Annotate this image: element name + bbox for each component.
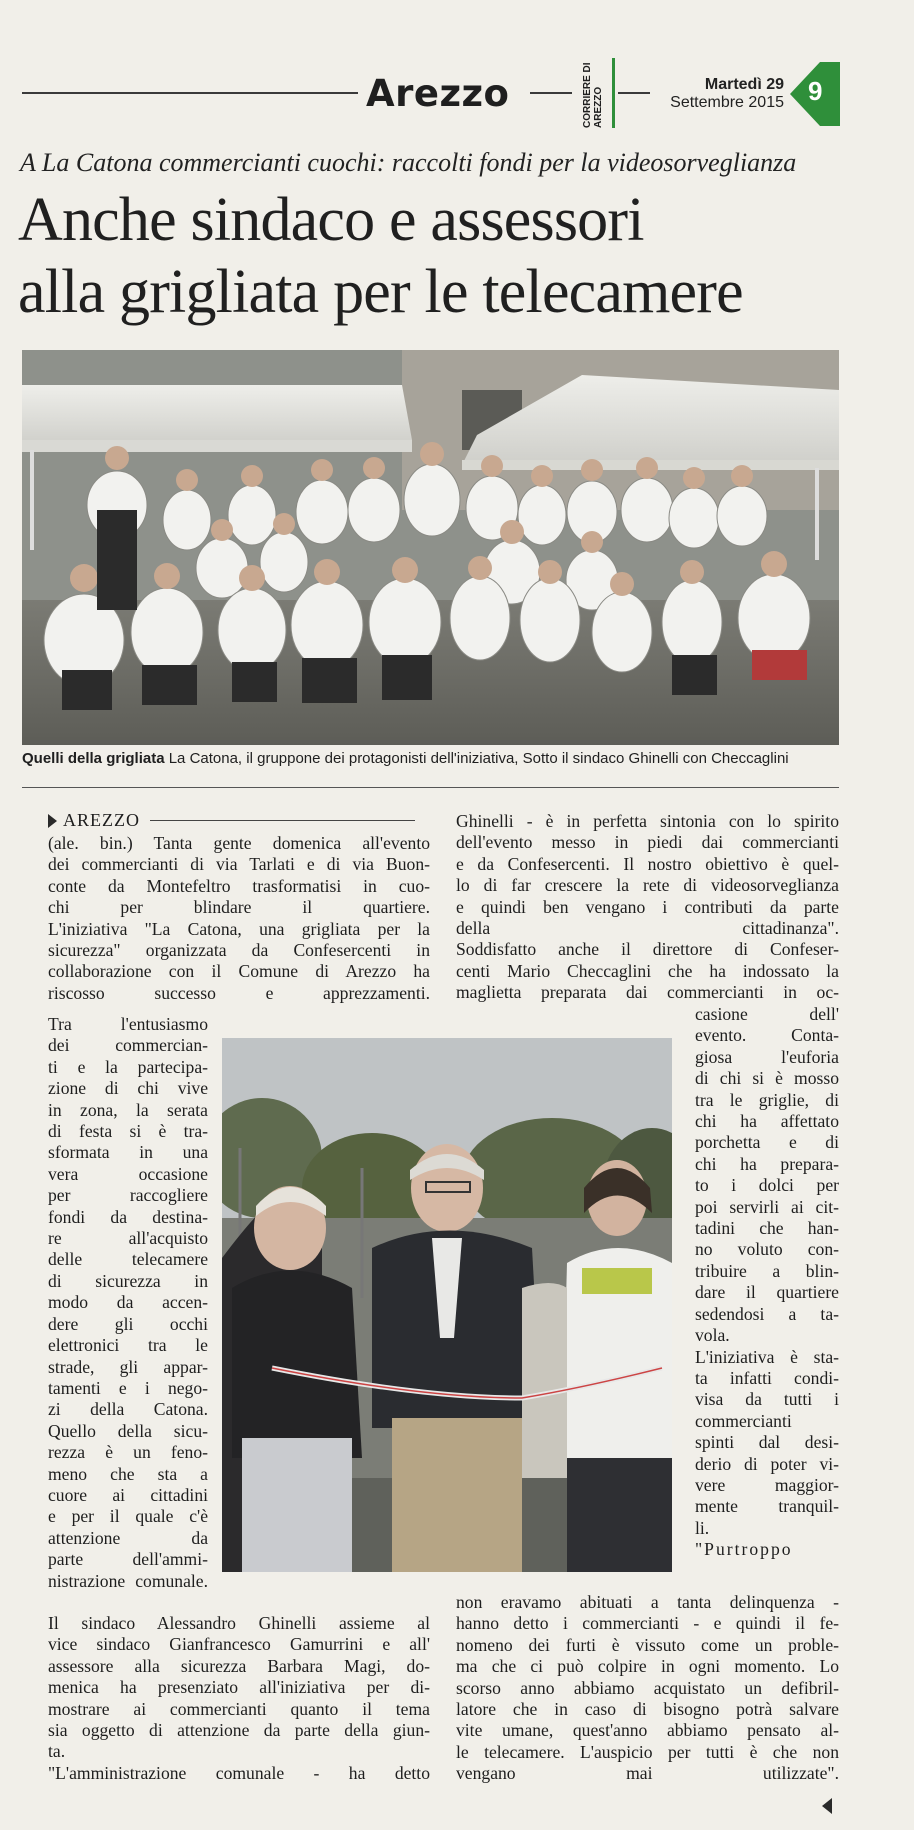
text-line: ti e la partecipa- xyxy=(48,1056,208,1077)
text-line: dei commercian- xyxy=(48,1035,208,1056)
text-line: dere gli occhi xyxy=(48,1313,208,1334)
text-line: strade, gli appar- xyxy=(48,1356,208,1377)
text-line: della cittadinanza". xyxy=(456,918,839,939)
col1-narrow-text xyxy=(48,1014,208,1592)
text-line: ta infatti condi- xyxy=(695,1367,839,1388)
col1-bottom-text xyxy=(48,1613,430,1784)
header-rule-mid xyxy=(530,92,572,94)
text-line: non eravamo abituati a tanta delinquenza - xyxy=(456,1592,839,1612)
text-line: in zona, la serata xyxy=(48,1099,208,1120)
text-line: spinti dal desi- xyxy=(695,1432,839,1453)
dateline-rule xyxy=(150,820,415,821)
text-line: commercianti xyxy=(695,1410,792,1431)
text-line: evento. Conta- xyxy=(695,1025,839,1046)
text-line: di chi si è mosso xyxy=(695,1068,839,1089)
text-line: Quello della sicu- xyxy=(48,1420,208,1441)
text-line: conte da Montefeltro trasformatisi in cuo- xyxy=(48,875,430,896)
text-line: latore che in caso di bisogno potrà salvare xyxy=(456,1699,839,1720)
caption-text: La Catona, il gruppone dei protagonisti dell'iniziativa, Sotto il sindaco Ghinelli con Checcaglini xyxy=(164,750,789,767)
text-line: sicurezza" organizzata da Confesercenti in xyxy=(48,940,430,961)
article-kicker: A La Catona commercianti cuochi: raccolti fondi per la videosorveglianza xyxy=(20,148,797,177)
text-line: vere maggior- xyxy=(695,1474,839,1495)
issue-month-year: Settembre 2015 xyxy=(670,94,784,111)
text-line: e per il quale c'è xyxy=(48,1506,208,1527)
text-line: di sicurezza in xyxy=(48,1270,208,1291)
text-line: dei commercianti di via Tarlati e di via Buon- xyxy=(48,854,430,875)
newspaper-logo: CORRIERE DI AREZZO xyxy=(574,58,615,128)
text-line: L'iniziativa "La Catona, una grigliata per la xyxy=(48,918,430,939)
text-line: casione dell' xyxy=(695,1004,839,1024)
text-line: menica ha presenziato all'iniziativa per di- xyxy=(48,1677,430,1698)
text-line: no voluto con- xyxy=(695,1239,839,1260)
text-line: di festa si è tra- xyxy=(48,1121,208,1142)
col1-top-text xyxy=(48,833,430,1004)
text-line: vengano mai utilizzate". xyxy=(456,1763,839,1784)
text-line: zione di chi vive xyxy=(48,1078,208,1099)
text-line: visa da tutti i xyxy=(695,1389,839,1410)
text-line: poi servirli ai cit- xyxy=(695,1196,839,1217)
text-line: dare il quartiere xyxy=(695,1282,839,1303)
text-line: maglietta preparata dai commercianti in oc- xyxy=(456,982,839,1003)
text-line: hanno detto i commercianti - e quindi il fe- xyxy=(456,1613,839,1634)
text-line: zi della Catona. xyxy=(48,1399,208,1420)
ribbon-cutting-illustration xyxy=(222,1038,672,1572)
text-line: li. xyxy=(695,1517,710,1538)
text-line: to i dolci per xyxy=(695,1175,839,1196)
text-line: meno che sta a xyxy=(48,1463,208,1484)
group-photo xyxy=(22,350,839,745)
page-number-badge xyxy=(790,62,840,126)
issue-day: Martedì 29 xyxy=(704,76,784,93)
text-line: elettronici tra le xyxy=(48,1335,208,1356)
text-line: attenzione da xyxy=(48,1527,208,1548)
issue-date xyxy=(650,76,784,112)
dateline-city: AREZZO xyxy=(63,810,140,830)
text-line: riscosso successo e apprezzamenti. xyxy=(48,982,430,1003)
header-rule-right xyxy=(618,92,650,94)
text-line: chi ha prepara- xyxy=(695,1153,839,1174)
text-line: tra le griglie, di xyxy=(695,1089,839,1110)
text-line: ta. xyxy=(48,1741,66,1762)
text-line: Ghinelli - è in perfetta sintonia con lo spirito xyxy=(456,811,839,831)
caption-rule xyxy=(22,787,839,788)
caption-title: Quelli della grigliata xyxy=(22,750,165,767)
text-line: scorso anno abbiamo acquistato un defibril- xyxy=(456,1677,839,1698)
text-line: nistrazione comunale. xyxy=(48,1570,208,1591)
text-line: dell'evento messo in piedi dai commercianti xyxy=(456,832,839,853)
article-headline xyxy=(18,184,898,328)
ribbon-cutting-photo xyxy=(222,1038,672,1572)
text-line: re all'acquisto xyxy=(48,1228,208,1249)
text-line: "Purtroppo xyxy=(695,1539,793,1560)
group-photo-illustration xyxy=(22,350,839,745)
text-line: centi Mario Checcaglini che ha indossato la xyxy=(456,960,839,981)
text-line: tribuire a blin- xyxy=(695,1260,839,1281)
text-line: porchetta e di xyxy=(695,1132,839,1153)
col2-bottom-text xyxy=(456,1592,839,1785)
text-line: vite umane, quest'anno abbiamo pensato al- xyxy=(456,1720,839,1741)
text-line: vice sindaco Gianfrancesco Gamurrini e all' xyxy=(48,1634,430,1655)
text-line: e da Confesercenti. Il nostro obiettivo è quel- xyxy=(456,853,839,874)
end-of-article-arrow-icon xyxy=(822,1798,832,1814)
page-number: 9 xyxy=(808,76,823,106)
text-line: chi per blindare il quartiere. xyxy=(48,897,430,918)
header-rule-left xyxy=(22,92,358,94)
text-line: assessore alla sicurezza Barbara Magi, do- xyxy=(48,1655,430,1676)
dateline-arrow-icon xyxy=(48,814,57,828)
article-dateline xyxy=(48,810,415,831)
text-line: parte dell'ammi- xyxy=(48,1549,208,1570)
photo-caption xyxy=(22,750,902,767)
text-line: e quindi ben vengano i contributi da parte xyxy=(456,896,839,917)
text-line: tamenti e i nego- xyxy=(48,1377,208,1398)
text-line: ma che ci può colpire in ogni momento. Lo xyxy=(456,1656,839,1677)
text-line: Tra l'entusiasmo xyxy=(48,1014,208,1034)
text-line: sedendosi a ta- xyxy=(695,1303,839,1324)
text-line: le telecamere. L'auspicio per tutti è che non xyxy=(456,1741,839,1762)
text-line: collaborazione con il Comune di Arezzo ha xyxy=(48,961,430,982)
text-line: giosa l'euforia xyxy=(695,1046,839,1067)
text-line: sia oggetto di attenzione da parte della giun- xyxy=(48,1720,430,1741)
col2-top-text xyxy=(456,811,839,1004)
text-line: "L'amministrazione comunale - ha detto xyxy=(48,1762,430,1783)
text-line: vera occasione xyxy=(48,1163,208,1184)
text-line: tadini che han- xyxy=(695,1218,839,1239)
headline-line-1: Anche sindaco e assessori xyxy=(18,186,644,254)
text-line: per raccogliere xyxy=(48,1185,208,1206)
text-line: chi ha affettato xyxy=(695,1111,839,1132)
text-line: cuore ai cittadini xyxy=(48,1484,208,1505)
text-line: rezza è un feno- xyxy=(48,1442,208,1463)
text-line: modo da accen- xyxy=(48,1292,208,1313)
text-line: L'iniziativa è sta- xyxy=(695,1346,839,1367)
text-line: delle telecamere xyxy=(48,1249,208,1270)
text-line: fondi da destina- xyxy=(48,1206,208,1227)
text-line: sformata in una xyxy=(48,1142,208,1163)
headline-line-2: alla grigliata per le telecamere xyxy=(18,258,743,326)
text-line: mostrare ai commercianti quanto il tema xyxy=(48,1698,430,1719)
text-line: Soddisfatto anche il direttore di Confeser- xyxy=(456,939,839,960)
text-line: Il sindaco Alessandro Ghinelli assieme al xyxy=(48,1613,430,1633)
text-line: derio di poter vi- xyxy=(695,1453,839,1474)
text-line: nomeno dei furti è vissuto come un proble- xyxy=(456,1634,839,1655)
text-line: (ale. bin.) Tanta gente domenica all'evento xyxy=(48,833,430,853)
section-title: Arezzo xyxy=(366,72,510,115)
text-line: mente tranquil- xyxy=(695,1496,839,1517)
text-line: vola. xyxy=(695,1325,730,1346)
col2-narrow-text xyxy=(695,1004,839,1561)
text-line: lo di far crescere la rete di videosorveglianza xyxy=(456,875,839,896)
